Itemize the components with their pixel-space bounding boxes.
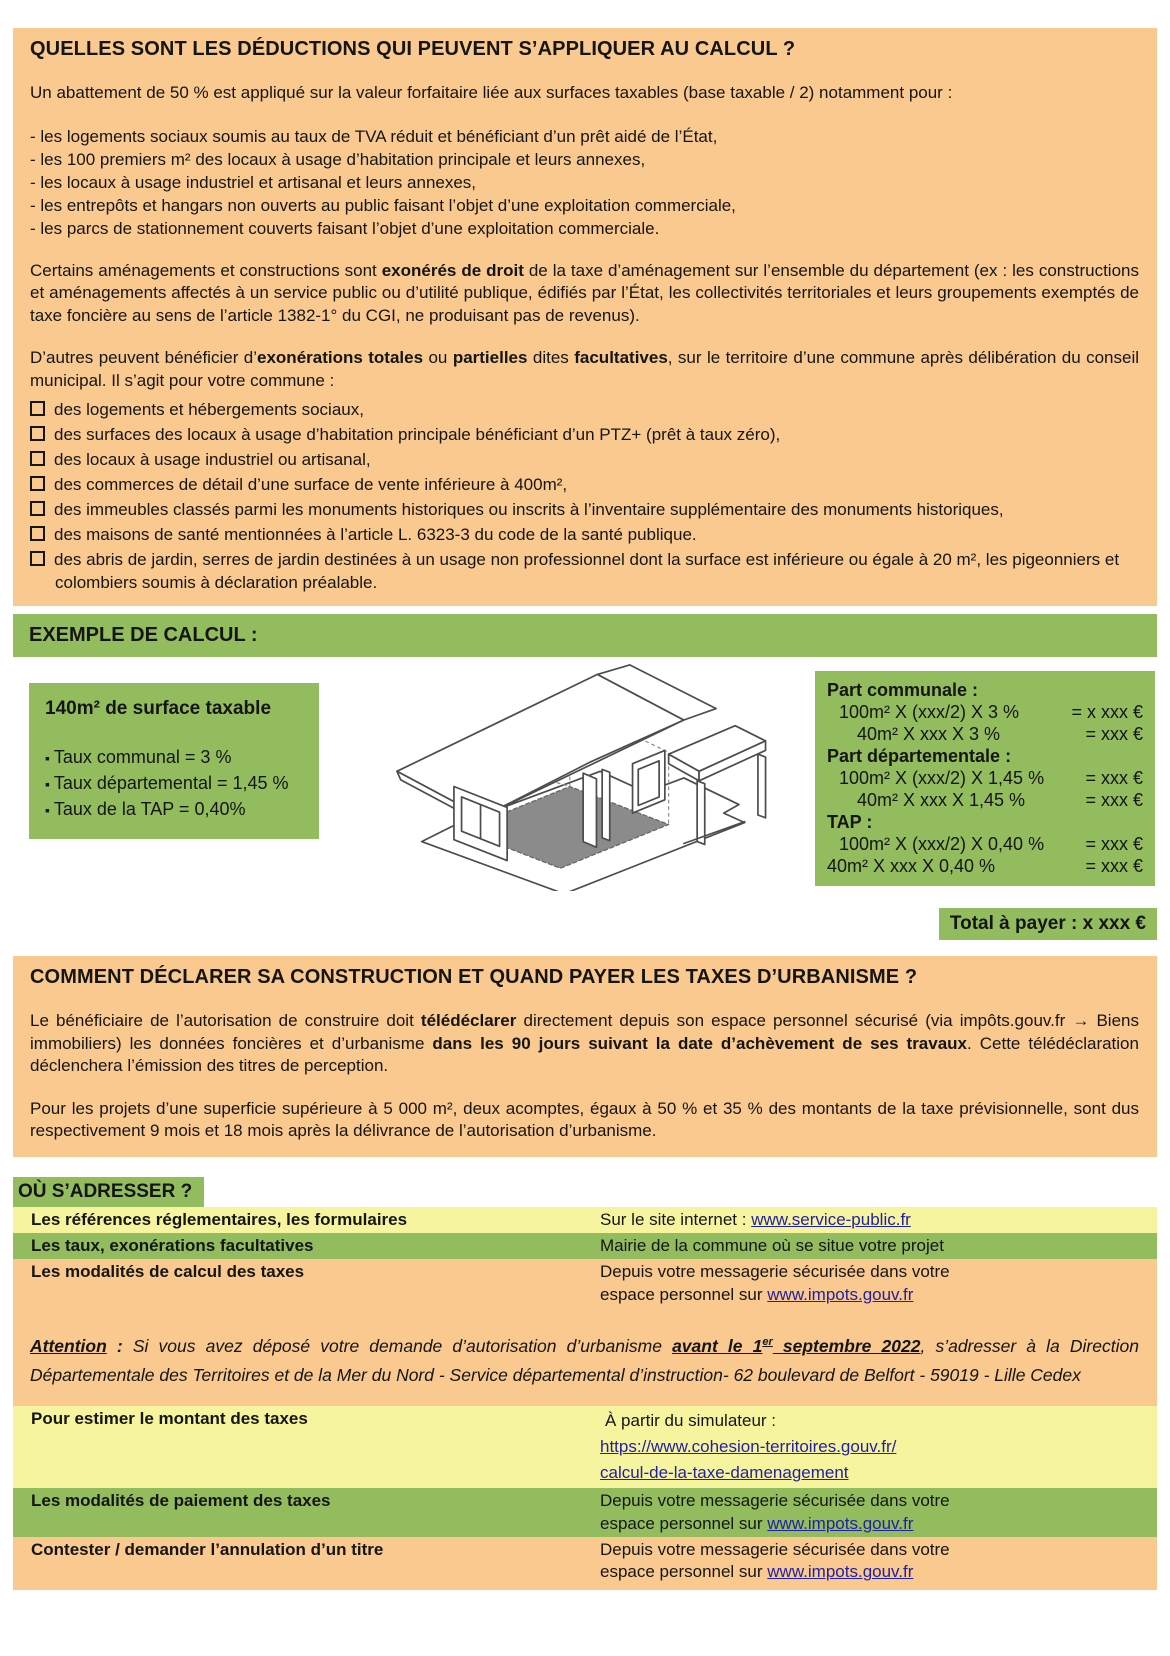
declare-title: COMMENT DÉCLARER SA CONSTRUCTION ET QUAND PAYER LES TAXES D’URBANISME ? [30, 965, 918, 988]
calc-line: 40m² X xxx X 3 % = xxx € [857, 724, 1143, 745]
checkbox-icon [30, 526, 45, 541]
calc-line: 100m² X (xxx/2) X 1,45 % = xxx € [839, 768, 1143, 789]
list-item: des immeubles classés parmi les monuments historiques ou inscrits à l’inventaire supplémentaire des monuments historiques, [30, 498, 1139, 521]
checkbox-icon [30, 401, 45, 416]
link[interactable]: www.impots.gouv.fr [767, 1513, 914, 1533]
rate-item: ▪ Taux communal = 3 % [45, 745, 303, 771]
simulator-intro: À partir du simulateur : [605, 1411, 777, 1431]
rate-item: ▪ Taux de la TAP = 0,40% [45, 797, 303, 823]
tax-calculation-box [815, 671, 1155, 886]
surface-taxable-title: 140m² de surface taxable [45, 698, 272, 720]
link[interactable]: www.service-public.fr [751, 1209, 911, 1229]
deductions-intro: Un abattement de 50 % est appliqué sur la valeur forfaitaire liée aux surfaces taxables (base taxable / 2) notamment pour : [30, 83, 953, 103]
simulator-link-line-2[interactable]: calcul-de-la-taxe-damenagement [600, 1463, 849, 1483]
list-item: - les logements sociaux soumis au taux de TVA réduit et bénéficiant d’un prêt aidé de l’État, [30, 126, 718, 146]
list-item: des commerces de détail d’une surface de vente inférieure à 400m², [30, 473, 1139, 496]
list-item: - les locaux à usage industriel et artisanal et leurs annexes, [30, 172, 477, 192]
list-item: des surfaces des locaux à usage d’habitation principale bénéficiant d’un PTZ+ (prêt à taux zéro), [30, 423, 1139, 446]
deductions-section [13, 28, 1157, 606]
list-item: des maisons de santé mentionnées à l’article L. 6323-3 du code de la santé publique. [30, 523, 1139, 546]
row-topic: Les taux, exonérations facultatives [31, 1236, 314, 1256]
row-answer [600, 1408, 1000, 1486]
checkbox-icon [30, 501, 45, 516]
total-row [13, 908, 1157, 940]
calc-label: TAP : [827, 812, 873, 833]
calc-label: Part départementale : [827, 746, 1012, 767]
calc-line: 100m² X (xxx/2) X 0,40 % = xxx € [839, 834, 1143, 855]
declare-section [13, 956, 1157, 1157]
where-header: OÙ S’ADRESSER ? [13, 1177, 1157, 1207]
exonerations-paragraph: Certains aménagements et constructions sont exonérés de droit de la taxe d’aménagement sur l’ensemble du département (ex : les constructions et aménagements affectés à un service public ou d’utilité publique, édifiés par l’État, les collectivités territoriales et leurs groupements exemptés de taxe foncière au sens de l’article 1382-1° du CGI, ne produisant pas de revenus). [30, 260, 1139, 325]
house-illustration [319, 663, 815, 897]
list-item: des logements et hébergements sociaux, [30, 398, 1139, 421]
table-row [13, 1488, 1157, 1537]
declare-paragraph-1: Le bénéficiaire de l’autorisation de construire doit télédéclarer directement depuis son espace personnel sécurisé (via impôts.gouv.fr → Biens immobiliers) les données foncières et d’urbanisme dans les 90 jours suivant la date d’achèvement de ses travaux. Cette télédéclaration déclenchera l’émission des titres de perception. [30, 1011, 1139, 1076]
deductions-dash-list [30, 125, 1139, 240]
attention-note: Attention : Si vous avez déposé votre demande d’autorisation d’urbanisme avant le 1er septembre 2022, s’adresser à la Direction Départementale des Territoires et de la Mer du Nord - Service départemental d’instruction- 62 boulevard de Belfort - 59019 - Lille Cedex [13, 1308, 1157, 1406]
list-item: des abris de jardin, serres de jardin destinées à un usage non professionnel dont la surface est inférieure ou égale à 20 m², les pigeonniers et colombiers soumis à déclaration préalable. [30, 548, 1139, 594]
link[interactable]: www.impots.gouv.fr [767, 1562, 914, 1582]
table-row [13, 1537, 1157, 1590]
example-calculation [13, 657, 1157, 897]
example-header: EXEMPLE DE CALCUL : [13, 614, 1157, 657]
row-topic: Contester / demander l’annulation d’un titre [31, 1540, 384, 1560]
calc-line: 40m² X xxx X 0,40 % = xxx € [827, 856, 1143, 877]
link[interactable]: www.impots.gouv.fr [767, 1284, 914, 1304]
table-row [13, 1233, 1157, 1259]
rate-item: ▪ Taux départemental = 1,45 % [45, 771, 303, 797]
calc-label: Part communale : [827, 680, 979, 701]
row-topic: Les modalités de paiement des taxes [31, 1491, 331, 1511]
surface-taxable-box [29, 683, 319, 839]
row-answer: Depuis votre messagerie sécurisée dans votre espace personnel sur www.impots.gouv.fr [600, 1540, 950, 1582]
declare-paragraph-2: Pour les projets d’une superficie supérieure à 5 000 m², deux acomptes, égaux à 50 % et 35 % des montants de la taxe prévisionnelle, sont dus respectivement 9 mois et 18 mois après la délivrance de l’autorisation d’urbanisme. [30, 1098, 1139, 1141]
table-row [13, 1207, 1157, 1233]
row-answer: Sur le site internet : www.service-public.fr [600, 1209, 911, 1229]
row-topic: Les références réglementaires, les formulaires [31, 1209, 408, 1229]
list-item: des locaux à usage industriel ou artisanal, [30, 448, 1139, 471]
calc-line: 100m² X (xxx/2) X 3 % = x xxx € [839, 702, 1143, 723]
row-answer: Depuis votre messagerie sécurisée dans votre espace personnel sur www.impots.gouv.fr [600, 1491, 950, 1533]
calc-line: 40m² X xxx X 1,45 % = xxx € [857, 790, 1143, 811]
table-row [13, 1406, 1157, 1488]
exonerations-facultatives-paragraph: D’autres peuvent bénéficier d’exonérations totales ou partielles dites facultatives, sur le territoire d’une commune après délibération du conseil municipal. Il s’agit pour votre commune : [30, 348, 1139, 390]
total-badge: Total à payer : x xxx € [939, 908, 1157, 940]
checkbox-icon [30, 426, 45, 441]
checkbox-icon [30, 551, 45, 566]
row-answer: Mairie de la commune où se situe votre projet [600, 1236, 944, 1256]
deductions-title: QUELLES SONT LES DÉDUCTIONS QUI PEUVENT S’APPLIQUER AU CALCUL ? [30, 38, 796, 60]
row-topic: Pour estimer le montant des taxes [31, 1409, 308, 1429]
checkbox-icon [30, 451, 45, 466]
row-topic: Les modalités de calcul des taxes [31, 1262, 305, 1282]
table-row [13, 1259, 1157, 1308]
facultative-exonerations-list [30, 398, 1139, 594]
list-item: - les entrepôts et hangars non ouverts au public faisant l’objet d’une exploitation commerciale, [30, 195, 736, 215]
checkbox-icon [30, 476, 45, 491]
list-item: - les 100 premiers m² des locaux à usage d’habitation principale et leurs annexes, [30, 149, 646, 169]
list-item: - les parcs de stationnement couverts faisant l’objet d’une exploitation commerciale. [30, 218, 660, 238]
simulator-link-line-1[interactable]: https://www.cohesion-territoires.gouv.fr/ [600, 1437, 897, 1457]
row-answer: Depuis votre messagerie sécurisée dans votre espace personnel sur www.impots.gouv.fr [600, 1262, 950, 1304]
